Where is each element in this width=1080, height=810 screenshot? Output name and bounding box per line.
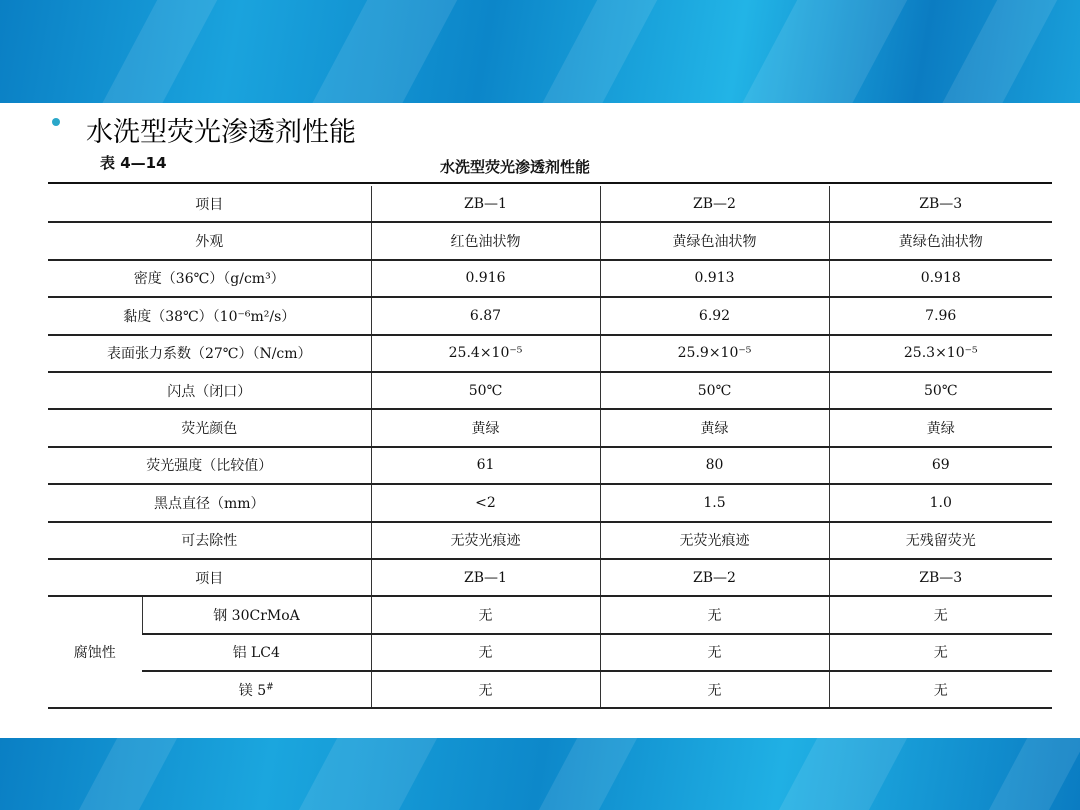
table-row: [48, 596, 1052, 633]
cell: 无: [600, 596, 829, 633]
cell: 无: [829, 596, 1052, 633]
cell: <2: [371, 484, 600, 521]
table-row: [48, 671, 1052, 708]
table-number: 表 4—14: [100, 154, 167, 172]
table-row: [48, 222, 1052, 259]
header-col-3: ZB—3: [829, 559, 1052, 596]
cell: 无残留荧光: [829, 522, 1052, 559]
table-row: [48, 409, 1052, 446]
table-subheader-row: [48, 559, 1052, 596]
material-label: 钢 30CrMoA: [142, 596, 371, 633]
header-col-1: ZB—1: [371, 186, 600, 222]
row-label: 黑点直径（mm）: [48, 484, 371, 521]
header-item: 项目: [48, 559, 371, 596]
footer-banner: [0, 738, 1080, 810]
cell: 50℃: [371, 372, 600, 409]
bullet-icon: [52, 118, 60, 126]
row-label: 荧光强度（比较值）: [48, 447, 371, 484]
cell: 6.92: [600, 297, 829, 334]
properties-table: [48, 186, 1052, 709]
cell: 0.916: [371, 260, 600, 297]
material-label: [142, 671, 371, 708]
row-label: 表面张力系数（27℃）（N/cm）: [48, 335, 371, 372]
cell: 25.9×10⁻⁵: [600, 335, 829, 372]
cell: 61: [371, 447, 600, 484]
table-header-row: [48, 186, 1052, 222]
cell: 黄绿: [829, 409, 1052, 446]
header-col-2: ZB—2: [600, 186, 829, 222]
material-mark: #: [266, 682, 274, 693]
table-row: [48, 372, 1052, 409]
cell: 黄绿: [371, 409, 600, 446]
cell: 无: [829, 671, 1052, 708]
cell: 无荧光痕迹: [600, 522, 829, 559]
cell: 无: [829, 634, 1052, 671]
table-row: [48, 634, 1052, 671]
row-label: 黏度（38℃）（10⁻⁶m²/s）: [48, 297, 371, 334]
row-label: 可去除性: [48, 522, 371, 559]
cell: 黄绿: [600, 409, 829, 446]
cell: 0.918: [829, 260, 1052, 297]
cell: 50℃: [600, 372, 829, 409]
header-banner: [0, 0, 1080, 103]
cell: 无: [600, 634, 829, 671]
row-label: 荧光颜色: [48, 409, 371, 446]
table-row: [48, 522, 1052, 559]
header-col-1: ZB—1: [371, 559, 600, 596]
cell: 无: [600, 671, 829, 708]
cell: 1.5: [600, 484, 829, 521]
header-item: 项目: [48, 186, 371, 222]
cell: 黄绿色油状物: [600, 222, 829, 259]
cell: 0.913: [600, 260, 829, 297]
table-top-rule: [48, 182, 1052, 184]
cell: 69: [829, 447, 1052, 484]
cell: 1.0: [829, 484, 1052, 521]
header-col-2: ZB—2: [600, 559, 829, 596]
cell: 25.4×10⁻⁵: [371, 335, 600, 372]
cell: 80: [600, 447, 829, 484]
table-row: [48, 484, 1052, 521]
header-col-3: ZB—3: [829, 186, 1052, 222]
row-label: 外观: [48, 222, 371, 259]
material-name: 镁 5: [238, 682, 267, 699]
table-row: [48, 447, 1052, 484]
cell: 无: [371, 634, 600, 671]
cell: 7.96: [829, 297, 1052, 334]
cell: 无: [371, 596, 600, 633]
corrosion-label: 腐蚀性: [48, 596, 142, 708]
row-label: 闪点（闭口）: [48, 372, 371, 409]
table-caption: 水洗型荧光渗透剂性能: [440, 158, 591, 176]
cell: 50℃: [829, 372, 1052, 409]
cell: 红色油状物: [371, 222, 600, 259]
cell: 无: [371, 671, 600, 708]
cell: 无荧光痕迹: [371, 522, 600, 559]
slide-title: 水洗型荧光渗透剂性能: [86, 117, 356, 148]
table-row: [48, 260, 1052, 297]
material-label: 铝 LC4: [142, 634, 371, 671]
row-label: 密度（36℃）（g/cm³）: [48, 260, 371, 297]
cell: 黄绿色油状物: [829, 222, 1052, 259]
cell: 6.87: [371, 297, 600, 334]
table-row: [48, 335, 1052, 372]
table-row: [48, 297, 1052, 334]
cell: 25.3×10⁻⁵: [829, 335, 1052, 372]
